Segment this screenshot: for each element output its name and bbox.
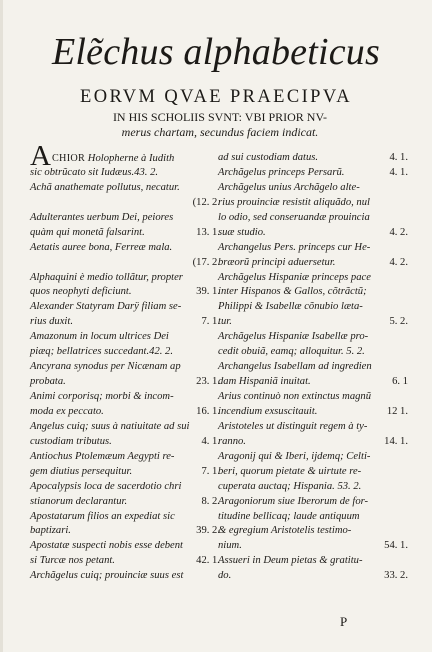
page-reference: 12 1. [386,405,408,417]
page-reference: 4. 1. [389,166,408,178]
index-line [218,539,408,554]
index-line-text: Achã anathemate pollutus, necatur. [30,181,180,193]
index-line-text: Apostatæ suspecti nobis esse debent [30,540,184,552]
page-reference: 5. 2. [389,316,408,328]
index-line-text: do. [218,570,232,582]
index-line [218,271,408,286]
index-line [218,495,408,510]
index-line [218,569,408,584]
index-line-text: Philippi & Isabellæ cõnubio læta- [218,301,363,313]
index-line-text: tur. [218,316,232,328]
index-line [218,375,408,390]
page-reference: 42. 1. [196,555,220,567]
index-line-text: rius duxit. [30,316,73,328]
index-line [30,285,220,300]
index-line-text: quos neophyti deficiunt. [30,286,132,298]
index-line-text: beri, quorum pietate & uirtute re- [218,465,362,477]
index-line-text: Adulterantes uerbum Dei, peiores [30,211,174,223]
index-line [218,420,408,435]
signature-mark: P [340,614,348,629]
index-line-text: incendium exsuscitauit. [218,405,318,417]
index-line-text: custodiam tributus. [30,435,112,447]
index-line-text: cedit obuiã, eamq; alloquitur. 5. 2. [218,346,365,358]
index-line-text: dam Hispaniã inuitat. [218,376,311,388]
index-column-left [30,140,220,584]
index-line-text: gem diutius persequitur. [30,465,133,477]
index-line [218,360,408,375]
index-line-text: probata. [30,376,66,388]
index-line [218,241,408,256]
index-line-text: suæ studio. [218,226,266,238]
page-reference: 54. 1. [384,540,408,552]
index-line-text: rius prouinciæ resistit aliquãdo, nul [218,196,370,208]
index-line [30,465,220,480]
index-line [30,539,220,554]
index-line [30,271,220,286]
index-line-text: Alexander Statyram Darÿ filiam se- [30,301,182,313]
index-line-text: Angelus cuiq; suus à natiuitate ad sui [30,420,190,432]
index-line-text: ad sui custodiam datus. [218,152,319,163]
index-subtitle: EORVM QVAE PRAECIPVA [80,87,352,107]
index-line [30,450,220,465]
index-line [30,330,220,345]
index-line [218,285,408,300]
index-line [30,405,220,420]
index-line-text: Archãgelus unius Archãgelo alte- [218,181,360,193]
index-entry-text: Holopherne à Iudith [85,153,175,164]
index-line [218,330,408,345]
index-line-text: Archangelus Isabellam ad ingredien [218,361,372,373]
index-title: Elẽchus alphabeticus [52,31,380,73]
index-column-right [218,151,408,584]
index-line [218,405,408,420]
index-line [218,450,408,465]
index-line [218,315,408,330]
index-line [30,166,220,181]
index-line-text: moda ex peccato. [30,405,104,417]
index-line [30,510,220,525]
index-line-text: quàm qui monetã falsarint. [30,226,145,238]
page-reference: 7. 1. [201,316,220,328]
drop-cap: A [30,140,51,172]
index-line-text: Archangelus Pers. princeps cur He- [218,241,371,253]
index-line-text: Arius continuò non extinctus magnũ [218,391,372,402]
index-line [30,495,220,510]
index-line-text: Aragoniorum siue Iberorum de for- [218,495,369,507]
page-reference: 14. 1. [384,435,408,447]
index-line [218,166,408,181]
index-line-text: stianorum declarantur. [30,495,128,507]
page-reference: 39. 1. [196,286,220,298]
index-line [218,435,408,450]
page-reference: 16. 1. [196,405,220,417]
index-line [218,211,408,226]
index-line [30,554,220,569]
index-line-text: bræorũ principi aduersetur. [218,256,336,268]
index-line-text: sic obtrũcato sit Iudæus.43. 2. [30,166,159,178]
index-line [218,256,408,271]
page-reference: 4. 1. [389,152,408,163]
index-line [218,181,408,196]
index-line [30,480,220,495]
index-line-text: si Turcæ nos petant. [30,555,115,567]
index-line [218,480,408,495]
index-line-text: Amazonum in locum ultrices Dei [30,331,169,343]
index-line [30,300,220,315]
index-entry-caps: CHIOR [51,153,86,164]
page-reference: (17. 2. [192,256,220,268]
index-line [218,390,408,405]
page-reference: 4. 1. [201,435,220,447]
page-reference: (12. 2. [192,196,220,208]
index-line-text: Antiochus Ptolemæum Aegypti re- [30,450,175,462]
index-line-text: inter Hispanos & Gallos, cõtrãctũ; [218,286,367,298]
index-line [30,226,220,241]
index-line-text: Archãgelus princeps Persarũ. [218,166,345,178]
index-line-text: cuperata auctaq; Hispania. 53. 2. [218,480,362,492]
index-line-text: nium. [218,540,242,552]
index-line [218,554,408,569]
page-reference: 8. 2. [201,495,220,507]
index-line [30,181,220,196]
index-line [30,256,220,271]
index-line [30,375,220,390]
page-reference: 33. 2. [384,570,408,582]
index-line [218,196,408,211]
index-note-line: merus chartam, secundus faciem indicat. [121,125,319,139]
index-line-text: & egregium Aristotelis testimo- [218,525,352,537]
index-line [218,151,408,166]
index-line-text: lo odio, sed conseruandæ prouincia [218,211,370,223]
index-line [30,360,220,375]
page-reference: 23. 1. [196,376,220,388]
index-line-text: piæq; bellatrices succedant.42. 2. [30,346,173,358]
page-reference: 4. 2. [389,256,408,268]
index-line-text: Apostatarum filios an expediat sic [30,510,175,522]
index-line [218,226,408,241]
index-line-text: Animi corporisq; morbi & incom- [30,391,174,402]
index-line [218,465,408,480]
index-note-line: IN HIS SCHOLIIS SVNT: VBI PRIOR NV- [112,110,328,124]
index-line-text: Alphaquini è medio tollãtur, propter [30,271,183,283]
index-line-text: baptizari. [30,525,71,537]
index-line-text: Archãgelus Hispaniæ Isabellæ pro- [218,331,369,343]
page-reference: 7. 1. [201,465,220,477]
index-line [218,510,408,525]
index-line-text: titudine bellicaq; laude antiquum [218,510,360,522]
index-line [218,300,408,315]
index-line-text: Aristoteles ut distinguit regem à ty- [218,420,368,432]
index-line [30,315,220,330]
index-line [30,211,220,226]
index-line [30,524,220,539]
index-line-text: Aetatis auree bona, Ferreæ mala. [30,241,173,253]
index-line-text: Ancyrana synodus per Nicænam ap [30,361,181,373]
index-line-text: ranno. [218,435,246,447]
index-line [30,390,220,405]
index-line [30,435,220,450]
index-line [30,241,220,256]
page-reference: 6. 1 [392,376,408,388]
index-line [30,196,220,211]
index-note [20,110,420,140]
index-line-text: Assueri in Deum pietas & gratitu- [218,555,363,567]
index-line [218,524,408,539]
index-line-text: Apocalypsis loca de sacerdotio chri [30,480,182,492]
index-line [30,345,220,360]
index-line [218,345,408,360]
index-line-text: Archãgelus Hispaniæ princeps pace [218,271,371,283]
page-reference: 39. 2. [196,525,220,537]
index-line [30,420,220,435]
index-line [30,569,220,584]
page-reference: 4. 2. [389,226,408,238]
page-reference: 13. 1. [196,226,220,238]
index-line-text: Archãgelus cuiq; prouinciæ suus est [30,570,184,582]
index-line-text: Aragonij qui & Iberi, ijdemq; Celti- [218,450,371,462]
